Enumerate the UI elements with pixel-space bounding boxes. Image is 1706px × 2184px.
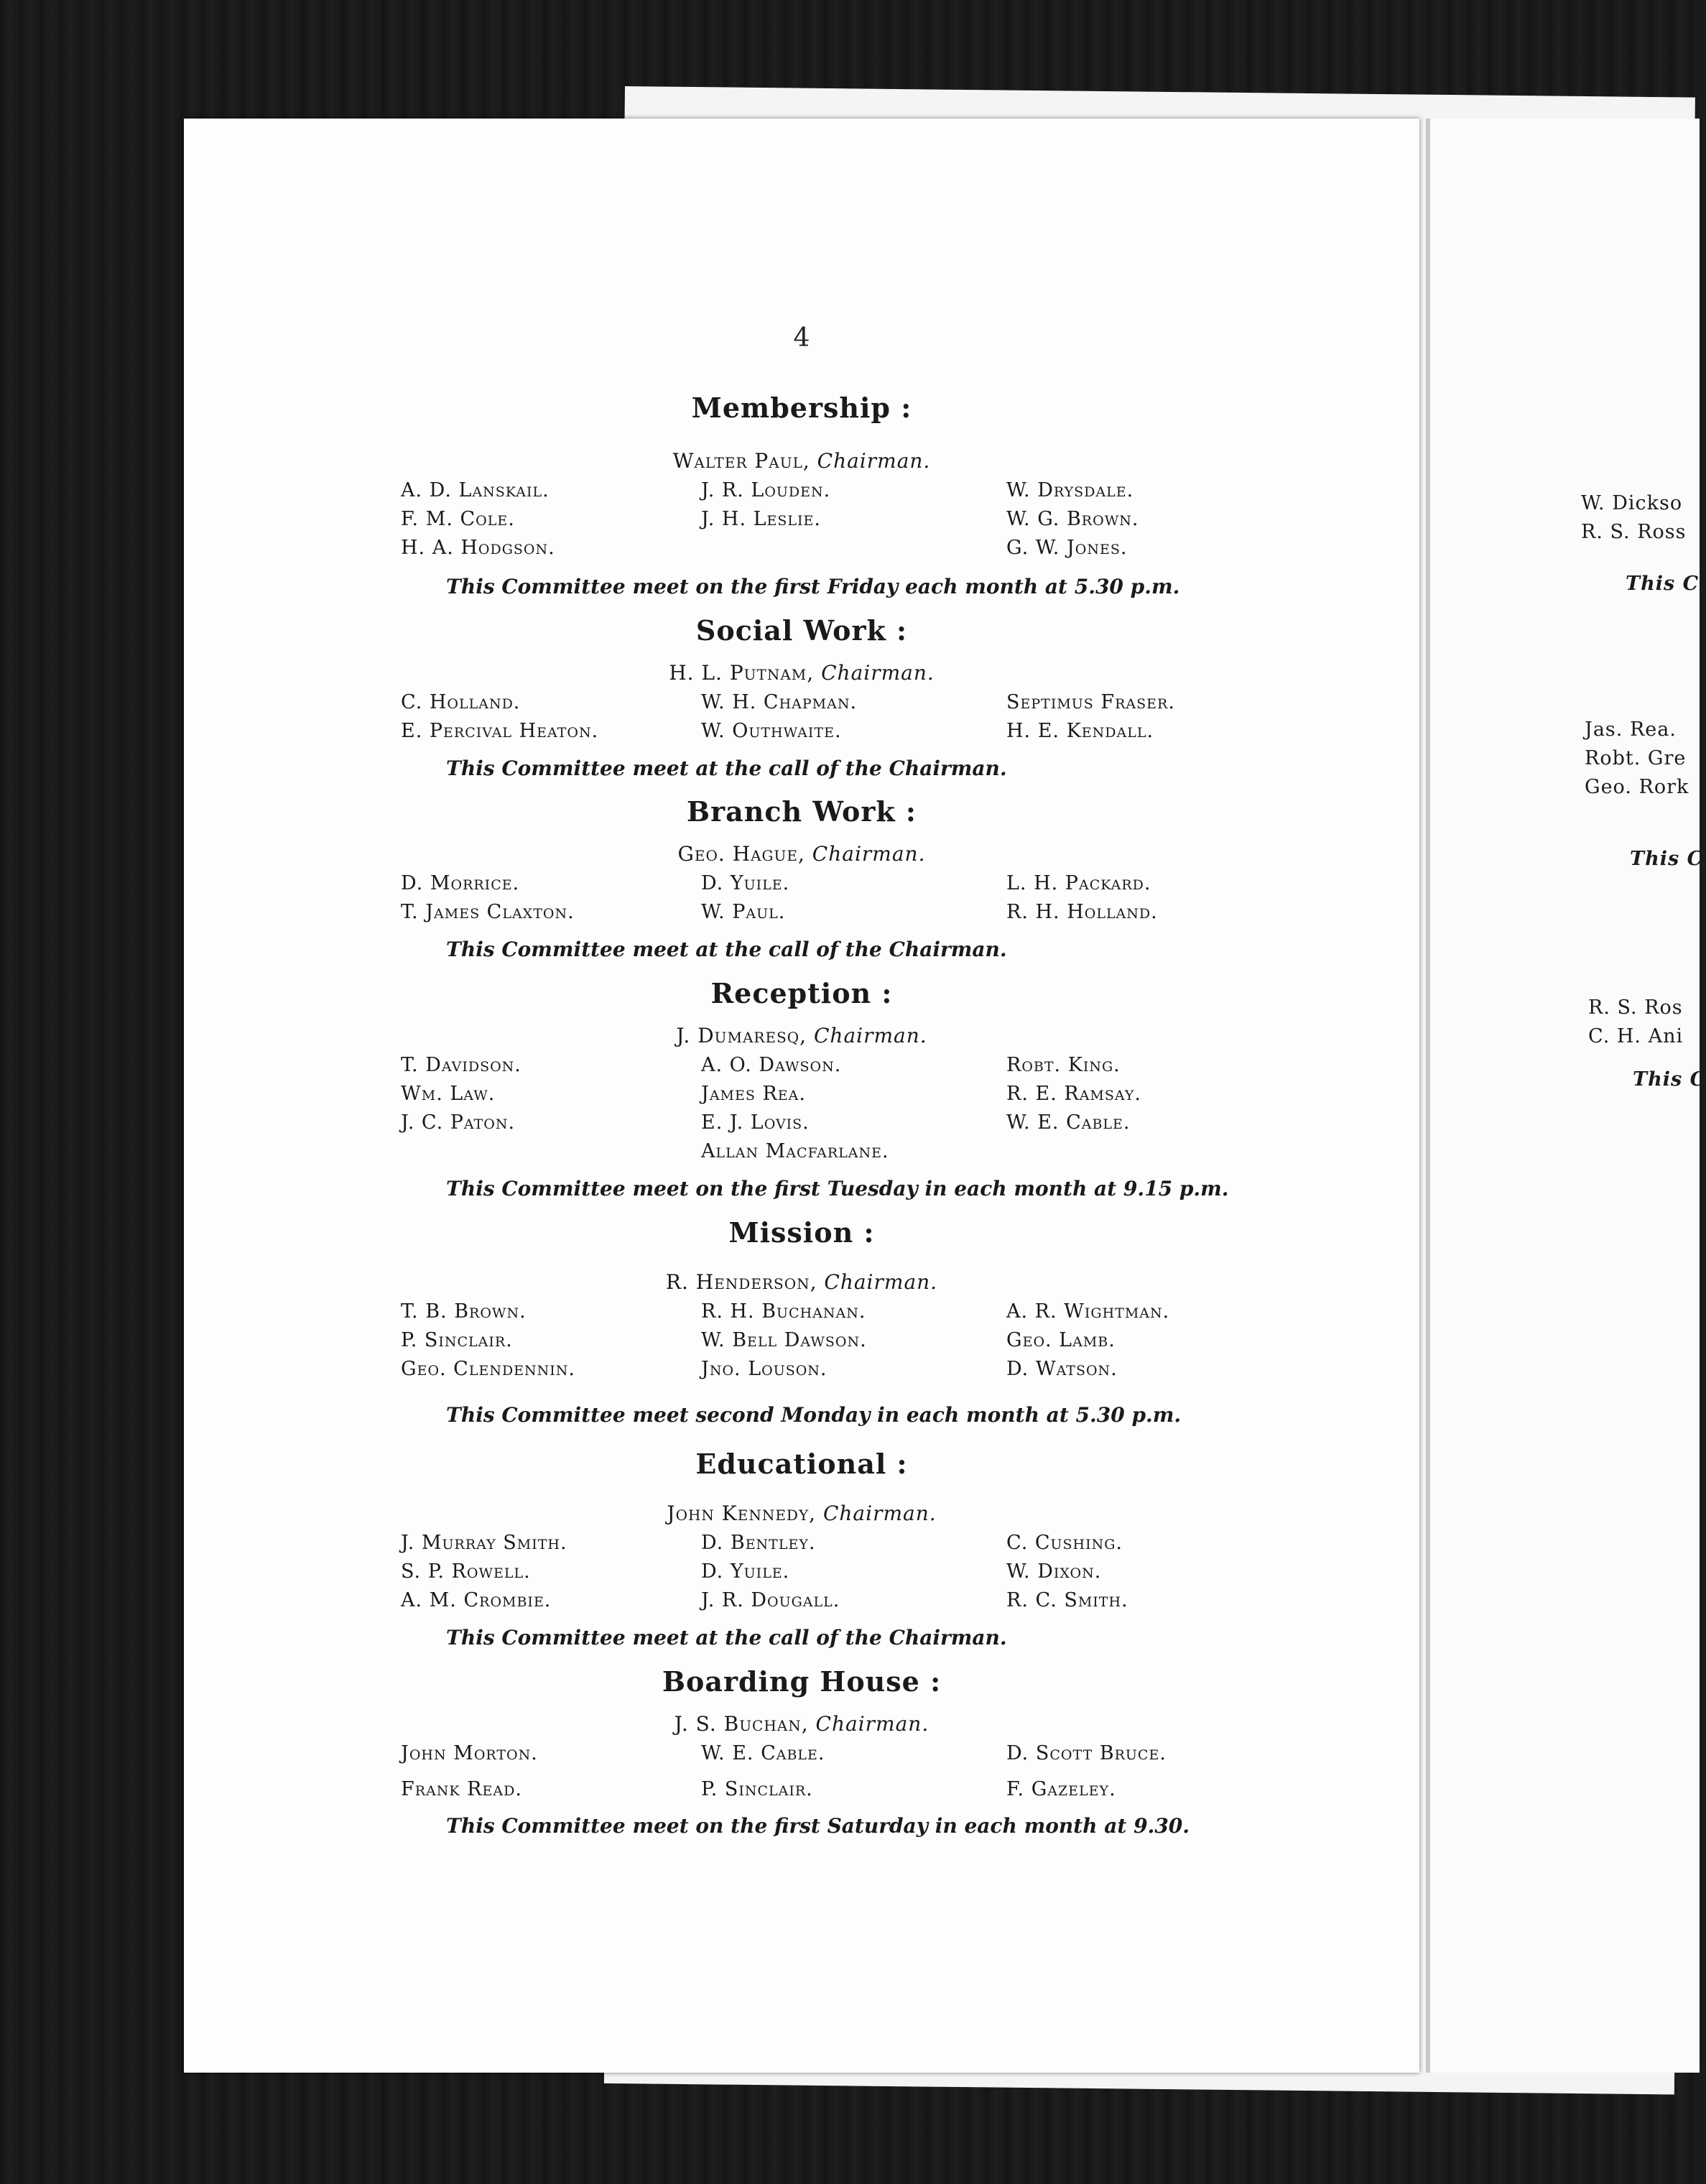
member-name: D. Watson. xyxy=(1006,1358,1118,1380)
committee-title: Membership : xyxy=(691,392,912,424)
facing-line: C. H. Ani xyxy=(1588,1025,1684,1047)
committee-title: Branch Work : xyxy=(687,795,917,828)
member-name: R. H. Buchanan. xyxy=(701,1300,866,1323)
committee-chairman: J. S. Buchan, Chairman. xyxy=(674,1712,930,1736)
member-name: T. Davidson. xyxy=(401,1054,521,1076)
member-name: R. E. Ramsay. xyxy=(1006,1083,1141,1105)
member-name: R. H. Holland. xyxy=(1006,901,1158,923)
committee-chairman: Geo. Hague, Chairman. xyxy=(677,842,926,866)
member-name: E. J. Lovis. xyxy=(701,1111,810,1134)
member-name: R. C. Smith. xyxy=(1006,1589,1128,1611)
member-name: C. Cushing. xyxy=(1006,1532,1123,1554)
facing-line: Geo. Rork xyxy=(1585,776,1689,798)
member-name: G. W. Jones. xyxy=(1006,537,1128,559)
member-name: A. O. Dawson. xyxy=(701,1054,842,1076)
member-name: E. Percival Heaton. xyxy=(401,720,599,742)
member-name: D. Scott Bruce. xyxy=(1006,1742,1167,1764)
member-name: D. Yuile. xyxy=(701,1560,790,1583)
member-name: W. Drysdale. xyxy=(1006,479,1134,501)
member-name: W. Paul. xyxy=(701,901,786,923)
member-name: P. Sinclair. xyxy=(701,1778,813,1800)
member-name: H. E. Kendall. xyxy=(1006,720,1154,742)
member-name: John Morton. xyxy=(401,1742,538,1764)
committee-chairman: H. L. Putnam, Chairman. xyxy=(669,661,935,685)
committee-note: This Committee meet on the first Friday each month at 5.30 p.m. xyxy=(446,575,1180,598)
member-name: W. H. Chapman. xyxy=(701,691,858,713)
member-name: T. James Claxton. xyxy=(401,901,575,923)
member-name: Wm. Law. xyxy=(401,1083,496,1105)
member-name: Frank Read. xyxy=(401,1778,522,1800)
facing-line: W. Dickso xyxy=(1581,492,1683,514)
committee-note: This Committee meet on the first Saturday in each month at 9.30. xyxy=(446,1814,1190,1838)
member-name: Septimus Fraser. xyxy=(1006,691,1175,713)
member-name: W. Dixon. xyxy=(1006,1560,1102,1583)
committee-title: Social Work : xyxy=(695,614,908,647)
member-name: Geo. Clendennin. xyxy=(401,1358,576,1380)
member-name: D. Bentley. xyxy=(701,1532,816,1554)
member-name: W. E. Cable. xyxy=(1006,1111,1131,1134)
member-name: P. Sinclair. xyxy=(401,1329,513,1351)
member-name: H. A. Hodgson. xyxy=(401,537,555,559)
member-name: D. Yuile. xyxy=(701,872,790,894)
committee-title: Mission : xyxy=(728,1216,875,1249)
member-name: A. M. Crombie. xyxy=(401,1589,552,1611)
committee-note: This Committee meet at the call of the Chairman. xyxy=(446,938,1007,961)
facing-line: Robt. Gre xyxy=(1585,747,1687,769)
member-name: T. B. Brown. xyxy=(401,1300,527,1323)
committee-note: This Committee meet on the first Tuesday in each month at 9.15 p.m. xyxy=(446,1177,1229,1200)
member-name: J. R. Dougall. xyxy=(701,1589,840,1611)
member-name: W. Outhwaite. xyxy=(701,720,842,742)
facing-line: This C xyxy=(1633,1068,1706,1091)
document-page xyxy=(184,119,1419,2073)
member-name: J. H. Leslie. xyxy=(701,508,821,530)
committee-title: Boarding House : xyxy=(662,1665,942,1698)
committee-chairman: John Kennedy, Chairman. xyxy=(667,1502,937,1525)
member-name: J. R. Louden. xyxy=(701,479,831,501)
member-name: D. Morrice. xyxy=(401,872,520,894)
member-name: James Rea. xyxy=(701,1083,806,1105)
committee-chairman: Walter Paul, Chairman. xyxy=(672,449,931,473)
member-name: A. R. Wightman. xyxy=(1006,1300,1170,1323)
facing-line: R. S. Ross xyxy=(1581,521,1687,543)
member-name: W. G. Brown. xyxy=(1006,508,1139,530)
committee-title: Educational : xyxy=(695,1448,908,1480)
member-name: Allan Macfarlane. xyxy=(701,1140,889,1162)
facing-line: This C xyxy=(1626,573,1700,595)
member-name: J. Murray Smith. xyxy=(401,1532,567,1554)
facing-line: R. S. Ros xyxy=(1588,996,1683,1019)
committee-chairman: J. Dumaresq, Chairman. xyxy=(676,1024,927,1047)
member-name: F. M. Cole. xyxy=(401,508,515,530)
member-name: J. C. Paton. xyxy=(401,1111,516,1134)
member-name: F. Gazeley. xyxy=(1006,1778,1116,1800)
facing-line: Jas. Rea. xyxy=(1585,718,1677,741)
member-name: W. E. Cable. xyxy=(701,1742,825,1764)
facing-line: This C xyxy=(1630,848,1704,870)
member-name: A. D. Lanskail. xyxy=(401,479,550,501)
member-name: S. P. Rowell. xyxy=(401,1560,531,1583)
committee-chairman: R. Henderson, Chairman. xyxy=(665,1270,938,1294)
committee-note: This Committee meet second Monday in each month at 5.30 p.m. xyxy=(446,1403,1182,1427)
committee-title: Reception : xyxy=(710,977,893,1009)
member-name: Robt. King. xyxy=(1006,1054,1121,1076)
member-name: C. Holland. xyxy=(401,691,521,713)
member-name: L. H. Packard. xyxy=(1006,872,1151,894)
member-name: Jno. Louson. xyxy=(701,1358,827,1380)
member-name: W. Bell Dawson. xyxy=(701,1329,867,1351)
page-number: 4 xyxy=(793,323,810,353)
facing-page xyxy=(1426,119,1706,2073)
committee-note: This Committee meet at the call of the Chairman. xyxy=(446,1626,1007,1649)
member-name: Geo. Lamb. xyxy=(1006,1329,1116,1351)
committee-note: This Committee meet at the call of the Chairman. xyxy=(446,756,1007,780)
